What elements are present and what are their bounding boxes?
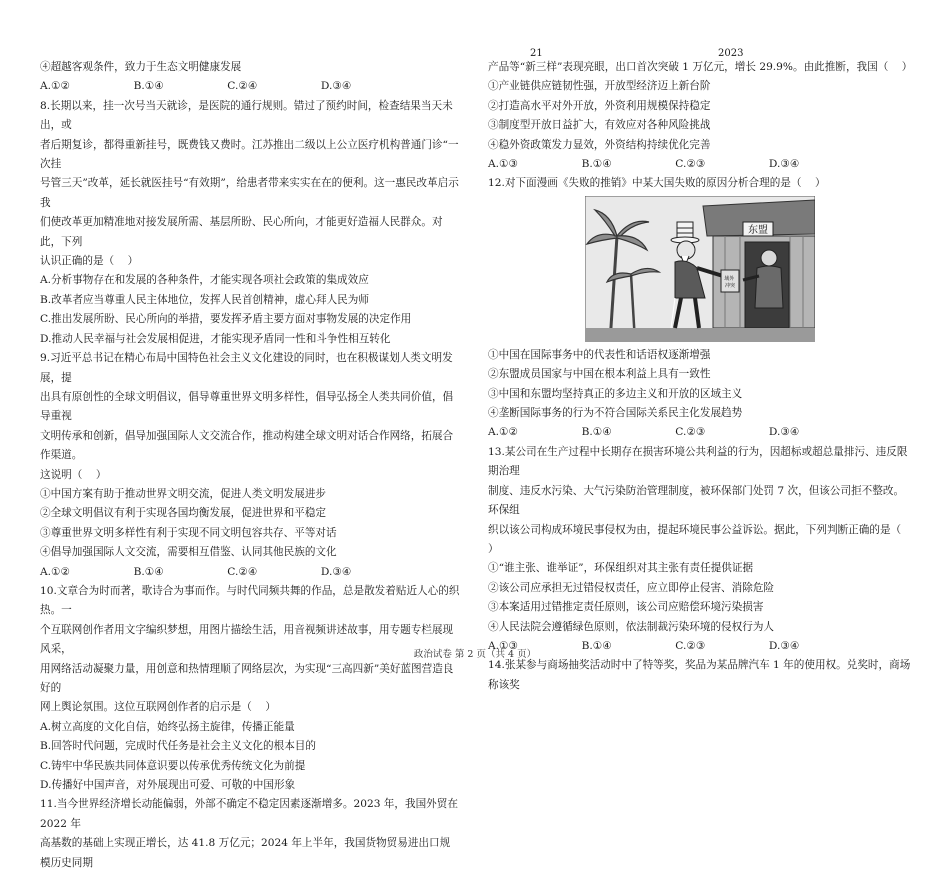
- text-line: ②全球文明倡议有利于实现各国均衡发展，促进世界和平稳定: [40, 507, 327, 520]
- page-number-right: 2023: [718, 48, 744, 59]
- text-line: ③制度型开放日益扩大，有效应对各种风险挑战: [488, 119, 711, 132]
- text-line: ④垄断国际事务的行为不符合国际关系民主化发展趋势: [488, 407, 743, 420]
- package-label-line: 域外: [724, 275, 735, 282]
- text-line: ①中国方案有助于推动世界文明交流，促进人类文明发展进步: [40, 487, 327, 500]
- text-line: 高基数的基础上实现正增长，达 41.8 万亿元；2024 年上半年，我国货物贸易进出口规模历史同期: [40, 837, 451, 869]
- sign-label: 东盟: [748, 224, 768, 236]
- text-line: D.推动人民幸福与社会发展相促进，才能实现矛盾同一性和斗争性相互转化: [40, 332, 391, 345]
- package-label-line: 冲突: [724, 282, 736, 289]
- text-line: 11.当今世界经济增长动能偏弱，外部不确定不稳定因素逐渐增多。2023 年，我国外贸在 2022 年: [40, 798, 462, 830]
- text-line: 们使改革更加精准地对接发展所需、基层所盼、民心所向，才能更好造福人民群众。对此，下列: [40, 216, 443, 248]
- text-line: A.树立高度的文化自信，始终弘扬主旋律，传播正能量: [40, 720, 295, 733]
- text-line: A.分析事物存在和发展的各种条件，才能实现各项社会政策的集成效应: [40, 274, 369, 287]
- text-line: 8.长期以来，挂一次号当天就诊，是医院的通行规则。错过了预约时间，检查结果当天未出，或: [40, 99, 453, 132]
- text-line: A.①② B.①④ C.②③ D.③④: [488, 426, 800, 439]
- text-line: 10.文章合为时而著，歌诗合为事而作。与时代同频共舞的作品，总是散发着贴近人心的织热。一: [40, 584, 460, 617]
- left-column: [40, 58, 460, 873]
- text-line: 织以该公司构成环境民事侵权为由，提起环境民事公益诉讼。据此，下列判断正确的是（ ）: [488, 523, 915, 555]
- text-line: A.①③ B.①④ C.②③ D.③④: [488, 158, 800, 171]
- page-number-left: 21: [530, 48, 543, 59]
- text-line: 文明传承和创新，倡导加强国际人文交流合作，推动构建全球文明对话合作网络，拓展合作渠道。: [40, 429, 454, 462]
- text-line: 13.某公司在生产过程中长期存在损害环境公共利益的行为，因超标或超总量排污、违反限期治理: [488, 445, 908, 478]
- text-line: ④超越客观条件，致力于生态文明健康发展: [40, 61, 242, 73]
- text-line: 网上舆论氛围。这位互联网创作者的启示是（ ）: [40, 701, 276, 714]
- text-line: ②该公司应承担无过错侵权责任，应立即停止侵害、消除危险: [488, 581, 775, 594]
- text-line: A.①② B.①④ C.②④ D.③④: [40, 80, 352, 93]
- text-line: 者后期复诊，都得重新挂号，既费钱又费时。江苏推出二级以上公立医疗机构普通门诊“一次挂: [40, 138, 459, 171]
- text-line: 出具有原创性的全球文明倡议，倡导尊重世界文明多样性，倡导弘扬全人类共同价值，倡导重视: [40, 390, 454, 423]
- text-line: B.回答时代问题，完成时代任务是社会主义文化的根本目的: [40, 740, 316, 753]
- text-line: D.传播好中国声音，对外展现出可爱、可敬的中国形象: [40, 779, 296, 792]
- text-line: 号管三天”改革，延长就医挂号“有效期”，给患者带来实实在在的便利。这一惠民改革启示我: [40, 177, 459, 209]
- text-line: 12.对下面漫画《失败的推销》中某大国失败的原因分析合理的是（ ）: [488, 177, 826, 190]
- text-line: 9.习近平总书记在精心布局中国特色社会主义文化建设的同时，也在积极谋划人类文明发展，提: [40, 352, 453, 384]
- text-line: ①产业链供应链韧性强，开放型经济迈上新台阶: [488, 80, 711, 93]
- text-line: 产品等“新三样”表现亮眼，出口首次突破 1 万亿元，增长 29.9%。由此推断，我国（ ）: [488, 61, 913, 73]
- text-line: A.①③ B.①④ C.②③ D.③④: [488, 639, 800, 652]
- text-line: ②打造高水平对外开放，外资利用规模保持稳定: [488, 99, 711, 112]
- text-line: ④人民法院会遵循绿色原则，依法制裁污染环境的侵权行为人: [488, 620, 775, 633]
- text-line: 这说明（ ）: [40, 468, 107, 481]
- text-line: ①“谁主张、谁举证”，环保组织对其主张有责任提供证据: [488, 562, 754, 575]
- text-line: ③尊重世界文明多样性有利于实现不同文明包容共存、平等对话: [40, 526, 337, 539]
- text-line: C.推出发展所盼、民心所向的举措，要发挥矛盾主要方面对事物发展的决定作用: [40, 313, 412, 326]
- text-line: C.铸牢中华民族共同体意识要以传承优秀传统文化为前提: [40, 759, 306, 772]
- text-line: 14.张某参与商场抽奖活动时中了特等奖，奖品为某品牌汽车 1 年的使用权。兑奖时，商场称该奖: [488, 659, 911, 691]
- text-line: ③中国和东盟均坚持真正的多边主义和开放的区域主义: [488, 387, 743, 400]
- package: [721, 270, 739, 292]
- failed-sales-cartoon-illustration: [585, 196, 815, 342]
- text-line: B.改革者应当尊重人民主体地位，发挥人民首创精神，虚心拜人民为师: [40, 293, 369, 306]
- text-line: 认识正确的是（ ）: [40, 255, 139, 268]
- text-line: ④倡导加强国际人文交流，需要相互借鉴、认同其他民族的文化: [40, 546, 337, 559]
- text-line: ③本案适用过错推定责任原则，该公司应赔偿环境污染损害: [488, 601, 764, 614]
- cartoon-figure: [488, 196, 912, 342]
- ground: [585, 328, 815, 342]
- text-line: A.①② B.①④ C.②④ D.③④: [40, 565, 352, 578]
- text-line: 制度、违反水污染、大气污染防治管理制度，被环保部门处罚 7 次，但该公司拒不整改。环保组: [488, 484, 905, 517]
- text-line: 用网络活动凝聚力量，用创意和热情理顺了网络层次，为实现“三高四新”美好蓝图营造良好的: [40, 662, 454, 694]
- text-line: ④稳外资政策发力显效，外资结构持续优化完善: [488, 138, 711, 151]
- hut: [703, 200, 815, 328]
- text-line: ①中国在国际事务中的代表性和话语权逐渐增强: [488, 348, 711, 361]
- text-line: ②东盟成员国家与中国在根本利益上具有一致性: [488, 368, 711, 381]
- page-footer: 政治试卷 第 2 页（共 4 页）: [413, 649, 537, 660]
- right-column: [488, 58, 915, 695]
- text-line: 个互联网创作者用文字编织梦想，用图片描绘生活，用音视频讲述故事，用专题专栏展现风采，: [40, 623, 454, 656]
